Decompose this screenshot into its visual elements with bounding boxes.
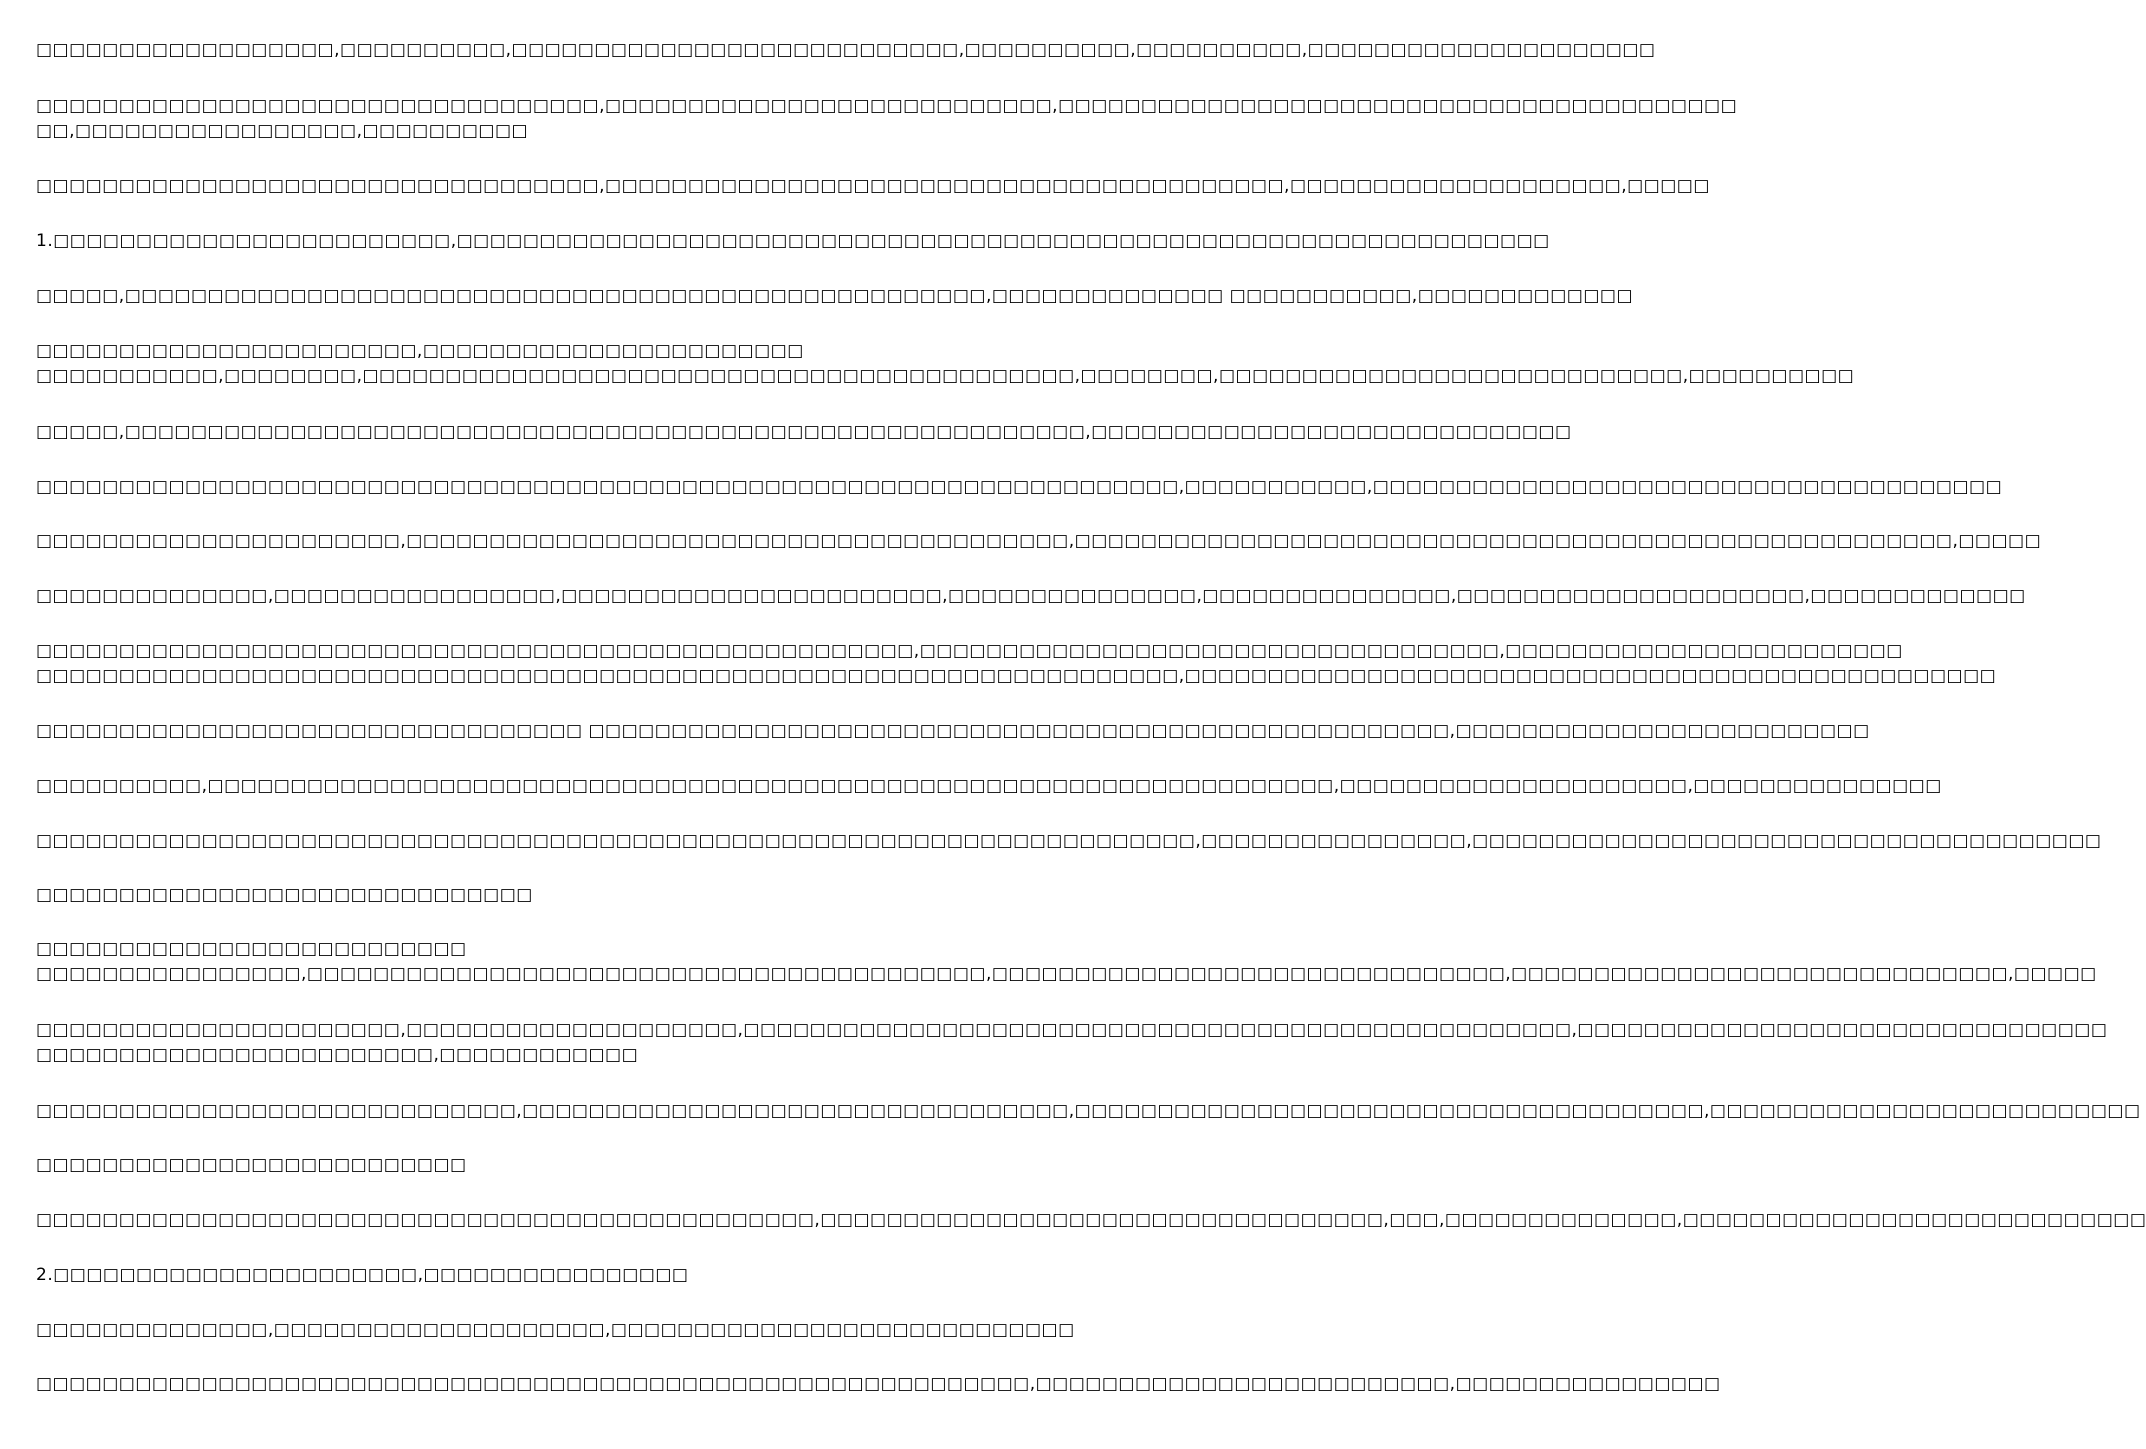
paragraph-23 xyxy=(36,1372,1721,1397)
paragraph-11 xyxy=(36,639,1997,689)
paragraph-6 xyxy=(36,339,1855,389)
paragraph-line: □□□□□□□□□□□□□□□□,□□□□□□□□□□□□□□□□□□□□□□□□□□□□□□□□□□□□□□□□□,□□□□□□□□□□□□□□□□□□□□□□□□□□□□□□□,□□□□□□□□□□□□□□□□□□□□□□□□□□□□□□,□□□□□ xyxy=(36,964,2097,984)
paragraph-8 xyxy=(36,475,2003,500)
paragraph-line: □□□□□□□□□□□□□□□□□□□□□□□□□□□□□□□□□□□□□□□□□□□□□□□□□□□□□□□□□□□□□□□□□□□□□,□□□□□□□□□□□,□□□□□□□□□□□□□□□□□□□□□□□□□□□□□□□□□□□□□□ xyxy=(36,477,2003,497)
paragraph-line: □□,□□□□□□□□□□□□□□□□□,□□□□□□□□□□ xyxy=(36,121,529,141)
paragraph-line: 2.□□□□□□□□□□□□□□□□□□□□□□,□□□□□□□□□□□□□□□□ xyxy=(36,1265,689,1285)
paragraph-line: □□□□□□□□□□□□□□□□□□□□□□□□□□□□□□□□□□,□□□□□□□□□□□□□□□□□□□□□□□□□□□□□□□□□□□□□□□□□,□□□□□□□□□□□□□□□□□□□□,□□□□□ xyxy=(36,176,1710,196)
paragraph-16 xyxy=(36,937,2097,987)
paragraph-3 xyxy=(36,174,1710,199)
paragraph-10 xyxy=(36,584,2026,609)
paragraph-line: □□□□□□□□□□□□□□□□□□□□□□□□□□□□□□□□□ □□□□□□□□□□□□□□□□□□□□□□□□□□□□□□□□□□□□□□□□□□□□□□□□□□□□,□□□□□□□□□□□□□□□□□□□□□□□□□ xyxy=(36,721,1870,741)
paragraph-21 xyxy=(36,1263,991,1288)
paragraph-19 xyxy=(36,1153,991,1178)
paragraph-line: □□□□□□□□□□□□□□□□□□,□□□□□□□□□□,□□□□□□□□□□□□□□□□□□□□□□□□□□□,□□□□□□□□□□,□□□□□□□□□□,□□□□□□□□□□□□□□□□□□□□□ xyxy=(36,40,1656,60)
paragraph-line: □□□□□,□□□□□□□□□□□□□□□□□□□□□□□□□□□□□□□□□□□□□□□□□□□□□□□□□□□□,□□□□□□□□□□□□□□ □□□□□□□□□□□,□□□□□□□□□□□□□ xyxy=(36,286,1634,306)
paragraph-22 xyxy=(36,1318,1075,1343)
paragraph-line: □□□□□□□□□□□□□□□□□□□□□□,□□□□□□□□□□□□□□□□□□□□□□□□□□□□□□□□□□□□□□□□,□□□□□□□□□□□□□□□□□□□□□□□□□□□□□□□□□□□□□□□□□□□□□□□□□□□□□,□□□□□ xyxy=(36,531,2042,551)
paragraph-line: □□□□□□□□□□□□□□□□□□□□□□□□□□□□□□□□□□□□□□□□□□□□□□□□□□□□□□□□□□□□□□□□□□□□□□,□□□□□□□□□□□□□□□□,□□□□□□□□□□□□□□□□□□□□□□□□□□□□□□□□□□□□□□ xyxy=(36,831,2102,851)
paragraph-line: □□□□□□□□□□□□□□□□□□□□□□□□□□ xyxy=(36,939,467,959)
paragraph-1 xyxy=(36,38,1656,63)
paragraph-12 xyxy=(36,719,1870,744)
paragraph-line: □□□□□□□□□□□□□□□□□□□□□□□□□□□□□,□□□□□□□□□□□□□□□□□□□□□□□□□□□□□□□□□,□□□□□□□□□□□□□□□□□□□□□□□□□□□□□□□□□□□□□□,□□□□□□□□□□□□□□□□□□□□□□□□□□ xyxy=(36,1101,2141,1121)
paragraph-line: □□□□□□□□□□□□□□□□□□□□□□,□□□□□□□□□□□□□□□□□□□□,□□□□□□□□□□□□□□□□□□□□□□□□□□□□□□□□□□□□□□□□□□□□□□□□□□,□□□□□□□□□□□□□□□□□□□□□□□□□□□□□□□□ xyxy=(36,1020,2108,1040)
paragraph-line: 1.□□□□□□□□□□□□□□□□□□□□□□□□,□□□□□□□□□□□□□□□□□□□□□□□□□□□□□□□□□□□□□□□□□□□□□□□□□□□□□□□□□□□□□□□□□□ xyxy=(36,231,1550,251)
paragraph-15 xyxy=(36,883,991,908)
paragraph-13 xyxy=(36,774,1942,799)
paragraph-line: □□□□□□□□□□□□□□□□□□□□□□□,□□□□□□□□□□□□□□□□□□□□□□□ xyxy=(36,341,804,361)
paragraph-line: □□□□□□□□□□□□□□□□□□□□□□□□□□□□□□□□□□,□□□□□□□□□□□□□□□□□□□□□□□□□□□,□□□□□□□□□□□□□□□□□□□□□□□□□□□□□□□□□□□□□□□□□ xyxy=(36,96,1738,116)
paragraph-line: □□□□□□□□□□□□□□□□□□□□□□□□□□□□□□□□□□□□□□□□□□□□□□□,□□□□□□□□□□□□□□□□□□□□□□□□□□□□□□□□□□,□□□,□□□□□□□□□□□□□□,□□□□□□□□□□□□□□□□□□□□□□□□□□□□ xyxy=(36,1210,2146,1230)
paragraph-line: □□□□□□□□□□□,□□□□□□□□,□□□□□□□□□□□□□□□□□□□□□□□□□□□□□□□□□□□□□□□□□□□,□□□□□□□□,□□□□□□□□□□□□□□□□□□□□□□□□□□□□,□□□□□□□□□□ xyxy=(36,366,1855,386)
paragraph-line: □□□□□□□□□□□□□□□□□□□□□□□□□□ xyxy=(36,1155,467,1175)
paragraph-7 xyxy=(36,420,1572,445)
paragraph-line: □□□□□□□□□□□□□□□□□□□□□□□□□□□□□□□□□□□□□□□□□□□□□□□□□□□□□,□□□□□□□□□□□□□□□□□□□□□□□□□□□□□□□□□□□,□□□□□□□□□□□□□□□□□□□□□□□□ xyxy=(36,641,1903,661)
paragraph-line: □□□□□□□□□□□□□□□□□□□□□□□□,□□□□□□□□□□□□ xyxy=(36,1045,639,1065)
paragraph-4 xyxy=(36,229,1550,254)
paragraph-line: □□□□□□□□□□□□□□□□□□□□□□□□□□□□□□□□□□□□□□□□□□□□□□□□□□□□□□□□□□□□,□□□□□□□□□□□□□□□□□□□□□□□□□,□□□□□□□□□□□□□□□□ xyxy=(36,1374,1721,1394)
paragraph-9 xyxy=(36,529,2042,554)
paragraph-line: □□□□□□□□□□□□□□,□□□□□□□□□□□□□□□□□□□□,□□□□□□□□□□□□□□□□□□□□□□□□□□□□ xyxy=(36,1320,1075,1340)
paragraph-14 xyxy=(36,829,2102,854)
paragraph-2 xyxy=(36,94,1738,144)
paragraph-5 xyxy=(36,284,1634,309)
paragraph-line: □□□□□□□□□□□□□□□□□□□□□□□□□□□□□□ xyxy=(36,885,533,905)
paragraph-line: □□□□□□□□□□□□□□,□□□□□□□□□□□□□□□□□,□□□□□□□□□□□□□□□□□□□□□□□,□□□□□□□□□□□□□□□,□□□□□□□□□□□□□□□,□□□□□□□□□□□□□□□□□□□□□,□□□□□□□□□□□□□ xyxy=(36,586,2026,606)
paragraph-line: □□□□□□□□□□□□□□□□□□□□□□□□□□□□□□□□□□□□□□□□□□□□□□□□□□□□□□□□□□□□□□□□□□□□□,□□□□□□□□□□□□□□□□□□□□□□□□□□□□□□□□□□□□□□□□□□□□□□□□□ xyxy=(36,666,1997,686)
paragraph-line: □□□□□,□□□□□□□□□□□□□□□□□□□□□□□□□□□□□□□□□□□□□□□□□□□□□□□□□□□□□□□□□□,□□□□□□□□□□□□□□□□□□□□□□□□□□□□□ xyxy=(36,422,1572,442)
paragraph-18 xyxy=(36,1099,2141,1124)
paragraph-line: □□□□□□□□□□,□□□□□□□□□□□□□□□□□□□□□□□□□□□□□□□□□□□□□□□□□□□□□□□□□□□□□□□□□□□□□□□□□□□□,□□□□□□□□□□□□□□□□□□□□□,□□□□□□□□□□□□□□□ xyxy=(36,776,1942,796)
paragraph-17 xyxy=(36,1018,2108,1068)
paragraph-20 xyxy=(36,1208,2146,1233)
